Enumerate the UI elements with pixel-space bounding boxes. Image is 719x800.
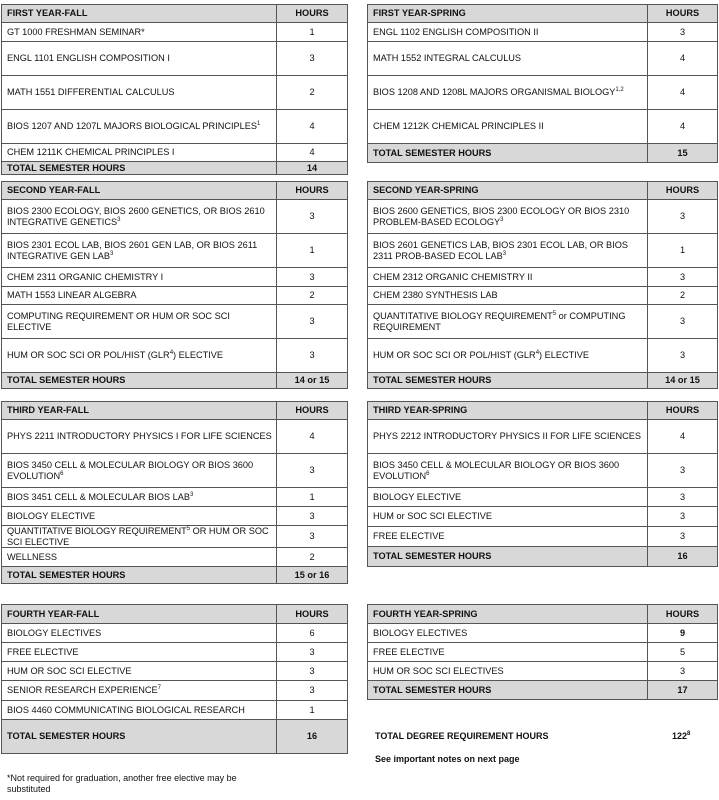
semester-table	[367, 401, 718, 567]
total-label: TOTAL SEMESTER HOURS	[2, 373, 277, 389]
course-row	[368, 42, 718, 76]
course-hours: 3	[648, 507, 718, 527]
hours-column-header: HOURS	[277, 182, 348, 200]
course-hours: 4	[648, 110, 718, 144]
course-row	[368, 507, 718, 527]
total-hours: 14 or 15	[648, 373, 718, 389]
course-name: WELLNESS	[2, 548, 277, 567]
course-row	[2, 339, 348, 373]
course-hours: 3	[277, 526, 348, 548]
course-row	[2, 42, 348, 76]
semester-total-row	[2, 720, 348, 754]
course-hours: 3	[648, 23, 718, 42]
course-name: GT 1000 FRESHMAN SEMINAR*	[2, 23, 277, 42]
course-name: CHEM 1212K CHEMICAL PRINCIPLES II	[368, 110, 648, 144]
total-hours: 15 or 16	[277, 567, 348, 584]
course-name: HUM or SOC SCI ELECTIVE	[368, 507, 648, 527]
total-label: TOTAL SEMESTER HOURS	[368, 547, 648, 567]
semester-header-row	[2, 5, 348, 23]
course-row	[368, 23, 718, 42]
course-name: CHEM 2312 ORGANIC CHEMISTRY II	[368, 268, 648, 287]
course-hours: 2	[277, 76, 348, 110]
semester-header-row	[2, 182, 348, 200]
course-name: MATH 1553 LINEAR ALGEBRA	[2, 287, 277, 305]
course-name: BIOLOGY ELECTIVE	[368, 488, 648, 507]
course-hours: 4	[277, 110, 348, 144]
semester-total-row	[2, 373, 348, 389]
semester-total-row	[2, 567, 348, 584]
course-hours: 3	[648, 200, 718, 234]
course-row	[368, 454, 718, 488]
course-hours: 1	[277, 701, 348, 720]
footnote-ref: 6	[60, 470, 64, 477]
footnote-ref: 3	[189, 491, 194, 498]
semester-title: THIRD YEAR-FALL	[2, 402, 277, 420]
degree-total-label: TOTAL DEGREE REQUIREMENT HOURS	[375, 731, 549, 741]
course-name: MATH 1552 INTEGRAL CALCULUS	[368, 42, 648, 76]
course-hours: 2	[277, 548, 348, 567]
footnote-ref: 6	[426, 470, 430, 477]
course-row	[2, 454, 348, 488]
course-hours: 3	[648, 488, 718, 507]
course-hours: 3	[648, 527, 718, 547]
semester-title: SECOND YEAR-SPRING	[368, 182, 648, 200]
course-row	[368, 624, 718, 643]
semester-total-row	[368, 681, 718, 700]
course-name: BIOS 1208 AND 1208L MAJORS ORGANISMAL BIOLOGY$^{1,2}$	[368, 76, 648, 110]
footnote: *Not required for graduation, another free elective may be substituted	[7, 773, 237, 794]
course-row	[368, 76, 718, 110]
course-hours: 3	[277, 200, 348, 234]
total-hours: 15	[648, 144, 718, 163]
course-row	[2, 488, 348, 507]
footnote-ref: 7	[157, 685, 161, 692]
course-row	[2, 643, 348, 662]
course-name: CHEM 2311 ORGANIC CHEMISTRY I	[2, 268, 277, 287]
course-row	[2, 420, 348, 454]
course-hours: 4	[648, 76, 718, 110]
course-name: HUM OR SOC SCI OR POL/HIST (GLR$^4$) ELECTIVE	[368, 339, 648, 373]
course-row	[2, 268, 348, 287]
semester-header-row	[2, 402, 348, 420]
total-hours: 16	[277, 720, 348, 754]
total-hours: 16	[648, 547, 718, 567]
course-hours: 3	[277, 42, 348, 76]
total-hours: 14	[277, 162, 348, 175]
course-row	[368, 287, 718, 305]
course-hours: 3	[648, 454, 718, 488]
course-name: BIOS 3451 CELL & MOLECULAR BIOS LAB$^3$	[2, 488, 277, 507]
course-name: HUM OR SOC SCI ELECTIVE	[2, 662, 277, 681]
footnote-ref: 5	[552, 310, 557, 317]
course-row	[368, 662, 718, 681]
course-hours: 2	[277, 287, 348, 305]
course-hours: 1	[277, 23, 348, 42]
see-notes-text: See important notes on next page	[375, 754, 520, 764]
course-name: BIOS 2601 GENETICS LAB, BIOS 2301 ECOL LAB, OR BIOS 2311 PROB-BASED ECOL LAB$^3$	[368, 234, 648, 268]
course-row	[368, 268, 718, 287]
course-hours: 5	[648, 643, 718, 662]
course-row	[2, 526, 348, 548]
footnote-ref: 4	[535, 350, 540, 357]
course-name: FREE ELECTIVE	[2, 643, 277, 662]
course-hours: 3	[648, 662, 718, 681]
semester-header-row	[368, 5, 718, 23]
course-hours: 4	[277, 420, 348, 454]
course-name: BIOS 2300 ECOLOGY, BIOS 2600 GENETICS, OR BIOS 2610 INTEGRATIVE GENETICS$^3$	[2, 200, 277, 234]
semester-title: FIRST YEAR-SPRING	[368, 5, 648, 23]
semester-table	[1, 401, 348, 584]
course-hours: 1	[277, 488, 348, 507]
footnote-ref: 5	[186, 525, 191, 532]
course-row	[2, 681, 348, 701]
semester-total-row	[368, 144, 718, 163]
course-row	[368, 305, 718, 339]
course-row	[2, 662, 348, 681]
semester-table	[1, 181, 348, 389]
course-hours: 3	[648, 268, 718, 287]
course-name: ENGL 1101 ENGLISH COMPOSITION I	[2, 42, 277, 76]
hours-column-header: HOURS	[648, 605, 718, 624]
semester-title: SECOND YEAR-FALL	[2, 182, 277, 200]
course-hours: 1	[277, 234, 348, 268]
semester-total-row	[368, 547, 718, 567]
course-row	[368, 643, 718, 662]
course-hours: 2	[648, 287, 718, 305]
course-name: BIOS 3450 CELL & MOLECULAR BIOLOGY OR BIOS 3600 EVOLUTION$^6$	[368, 454, 648, 488]
footnote-ref: 3	[109, 250, 114, 257]
course-hours: 3	[277, 662, 348, 681]
course-row	[368, 420, 718, 454]
course-hours: 3	[277, 339, 348, 373]
semester-header-row	[368, 182, 718, 200]
course-name: SENIOR RESEARCH EXPERIENCE$^7$	[2, 681, 277, 701]
course-name: COMPUTING REQUIREMENT OR HUM OR SOC SCI ELECTIVE	[2, 305, 277, 339]
course-row	[368, 488, 718, 507]
course-name: BIOS 2301 ECOL LAB, BIOS 2601 GEN LAB, OR BIOS 2611 INTEGRATIVE GEN LAB$^3$	[2, 234, 277, 268]
total-label: TOTAL SEMESTER HOURS	[2, 567, 277, 584]
course-name: QUANTITATIVE BIOLOGY REQUIREMENT$^5$ OR HUM OR SOC SCI ELECTIVE	[2, 526, 277, 548]
course-row	[368, 110, 718, 144]
course-row	[2, 76, 348, 110]
course-row	[2, 507, 348, 526]
hours-column-header: HOURS	[277, 5, 348, 23]
total-label: TOTAL SEMESTER HOURS	[2, 720, 277, 754]
course-hours: 6	[277, 624, 348, 643]
footnote-ref: 3	[117, 216, 121, 223]
semester-header-row	[2, 605, 348, 624]
semester-title: FIRST YEAR-FALL	[2, 5, 277, 23]
course-hours: 9	[648, 624, 718, 643]
total-label: TOTAL SEMESTER HOURS	[2, 162, 277, 175]
course-row	[2, 234, 348, 268]
course-row	[368, 234, 718, 268]
course-row	[2, 701, 348, 720]
semester-total-row	[368, 373, 718, 389]
course-name: MATH 1551 DIFFERENTIAL CALCULUS	[2, 76, 277, 110]
total-hours: 17	[648, 681, 718, 700]
course-hours: 3	[277, 454, 348, 488]
course-name: BIOS 4460 COMMUNICATING BIOLOGICAL RESEARCH	[2, 701, 277, 720]
course-name: BIOS 1207 AND 1207L MAJORS BIOLOGICAL PRINCIPLES$^1$	[2, 110, 277, 144]
course-hours: 4	[648, 420, 718, 454]
course-row	[2, 287, 348, 305]
semester-table	[367, 604, 718, 700]
course-hours: 3	[277, 681, 348, 701]
hours-column-header: HOURS	[277, 402, 348, 420]
semester-title: THIRD YEAR-SPRING	[368, 402, 648, 420]
course-row	[2, 23, 348, 42]
course-name: PHYS 2212 INTRODUCTORY PHYSICS II FOR LIFE SCIENCES	[368, 420, 648, 454]
course-name: FREE ELECTIVE	[368, 527, 648, 547]
course-row	[368, 339, 718, 373]
course-row	[368, 527, 718, 547]
course-name: QUANTITATIVE BIOLOGY REQUIREMENT$^5$ or COMPUTING REQUIREMENT	[368, 305, 648, 339]
course-row	[2, 110, 348, 144]
course-hours: 3	[277, 507, 348, 526]
course-name: HUM OR SOC SCI OR POL/HIST (GLR$^4$) ELECTIVE	[2, 339, 277, 373]
course-name: CHEM 2380 SYNTHESIS LAB	[368, 287, 648, 305]
course-hours: 3	[277, 305, 348, 339]
semester-table	[1, 604, 348, 754]
course-hours: 1	[648, 234, 718, 268]
course-name: PHYS 2211 INTRODUCTORY PHYSICS I FOR LIFE SCIENCES	[2, 420, 277, 454]
course-name: BIOS 2600 GENETICS, BIOS 2300 ECOLOGY OR BIOS 2310 PROBLEM-BASED ECOLOGY$^3$	[368, 200, 648, 234]
footnote-ref: 1	[257, 121, 261, 128]
footnote-ref: 4	[169, 350, 174, 357]
course-hours: 3	[277, 643, 348, 662]
footnote-ref: 3	[502, 250, 507, 257]
total-label: TOTAL SEMESTER HOURS	[368, 144, 648, 163]
degree-total-value: $122^8$	[672, 731, 691, 741]
course-hours: 4	[277, 144, 348, 162]
semester-title: FOURTH YEAR-SPRING	[368, 605, 648, 624]
semester-header-row	[368, 605, 718, 624]
course-name: BIOLOGY ELECTIVES	[368, 624, 648, 643]
total-label: TOTAL SEMESTER HOURS	[368, 681, 648, 700]
course-row	[2, 144, 348, 162]
course-row	[2, 200, 348, 234]
course-hours: 3	[648, 305, 718, 339]
hours-column-header: HOURS	[648, 182, 718, 200]
semester-table	[367, 4, 718, 163]
footnote-ref: 3	[500, 216, 504, 223]
course-name: HUM OR SOC SCI ELECTIVES	[368, 662, 648, 681]
semester-title: FOURTH YEAR-FALL	[2, 605, 277, 624]
semester-header-row	[368, 402, 718, 420]
course-hours: 3	[277, 268, 348, 287]
semester-total-row	[2, 162, 348, 175]
total-label: TOTAL SEMESTER HOURS	[368, 373, 648, 389]
course-name: BIOLOGY ELECTIVES	[2, 624, 277, 643]
course-hours: 3	[648, 339, 718, 373]
course-name: FREE ELECTIVE	[368, 643, 648, 662]
hours-column-header: HOURS	[277, 605, 348, 624]
total-hours: 14 or 15	[277, 373, 348, 389]
course-name: CHEM 1211K CHEMICAL PRINCIPLES I	[2, 144, 277, 162]
course-row	[2, 548, 348, 567]
semester-table	[367, 181, 718, 389]
hours-column-header: HOURS	[648, 402, 718, 420]
course-name: BIOLOGY ELECTIVE	[2, 507, 277, 526]
footnote-ref: 1,2	[615, 87, 624, 94]
hours-column-header: HOURS	[648, 5, 718, 23]
course-name: ENGL 1102 ENGLISH COMPOSITION II	[368, 23, 648, 42]
course-hours: 4	[648, 42, 718, 76]
course-row	[2, 305, 348, 339]
semester-table	[1, 4, 348, 175]
course-name: BIOS 3450 CELL & MOLECULAR BIOLOGY OR BIOS 3600 EVOLUTION$^6$	[2, 454, 277, 488]
course-row	[368, 200, 718, 234]
course-row	[2, 624, 348, 643]
